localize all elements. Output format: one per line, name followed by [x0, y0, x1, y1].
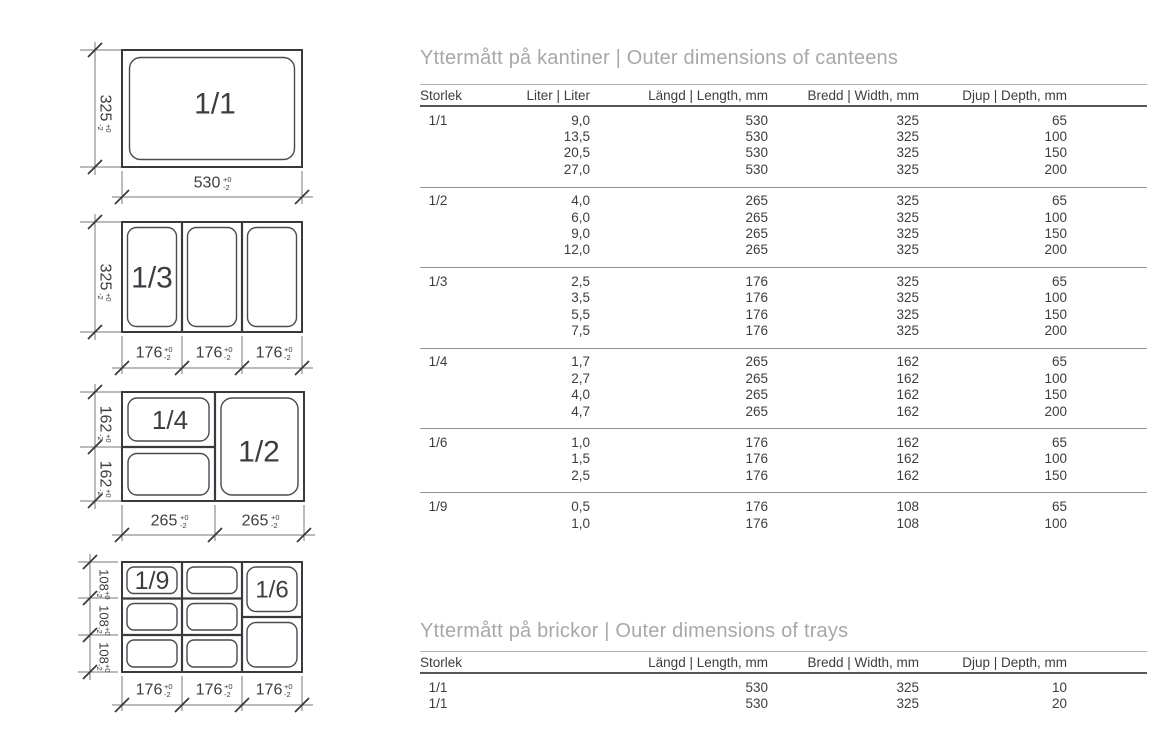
cell-length: 265 — [745, 226, 768, 242]
tolerance-minus: -2 — [164, 689, 171, 699]
cell-liter: 20,5 — [563, 145, 590, 161]
cell-width: 325 — [896, 161, 919, 177]
cell-width: 162 — [896, 451, 919, 467]
cell-length: 176 — [745, 467, 768, 483]
cell-liter: 4,0 — [571, 193, 590, 209]
cell-length: 265 — [745, 242, 768, 258]
dimension-value: 325 — [96, 263, 114, 291]
cell-width: 162 — [896, 434, 919, 450]
tolerance-plus: +0 — [284, 344, 293, 354]
tolerance-minus: -2 — [95, 664, 105, 671]
cell-width: 325 — [896, 306, 919, 322]
dimension-label — [136, 345, 173, 362]
cell-width: 162 — [896, 387, 919, 403]
cell-liter: 3,5 — [571, 290, 590, 306]
dimension-value: 176 — [135, 681, 163, 699]
cell-liter: 0,5 — [571, 499, 590, 515]
cell-depth: 200 — [1044, 322, 1067, 338]
table-row — [420, 112, 1147, 128]
cell-liter: 7,5 — [571, 322, 590, 338]
dimension-value: 108 — [96, 569, 112, 591]
cell-length: 265 — [745, 193, 768, 209]
tolerance-minus: -2 — [224, 689, 231, 699]
cell-depth: 65 — [1051, 354, 1067, 370]
cell-liter: 13,5 — [563, 129, 590, 145]
tolerance-plus: +0 — [284, 681, 293, 691]
cell-length: 265 — [745, 209, 768, 225]
dimension-label — [256, 345, 293, 362]
col-header: Storlek — [420, 654, 463, 670]
dimension-value: 162 — [96, 405, 114, 433]
tolerance-minus: -2 — [180, 520, 187, 530]
table-row — [420, 128, 1147, 144]
tolerance-plus: +0 — [104, 489, 114, 498]
cell-width: 325 — [896, 226, 919, 242]
tolerance-plus: +0 — [164, 681, 173, 691]
cell-width: 325 — [896, 112, 919, 128]
cell-depth: 20 — [1051, 696, 1067, 712]
table-row — [420, 386, 1147, 402]
table-row — [420, 306, 1147, 322]
size-fraction-label: 1/1 — [194, 87, 236, 121]
tolerance-plus: +0 — [223, 174, 232, 184]
size-fraction-label: 1/2 — [238, 435, 280, 469]
tolerance-minus: -2 — [271, 520, 278, 530]
cell-length: 265 — [745, 403, 768, 419]
col-header: Liter | Liter — [526, 87, 590, 103]
tolerance-plus: +0 — [103, 591, 113, 600]
cell-depth: 100 — [1044, 370, 1067, 386]
tolerance-plus: +0 — [224, 681, 233, 691]
col-header: Bredd | Width, mm — [807, 654, 919, 670]
table-row — [420, 145, 1147, 161]
table-row — [420, 193, 1147, 209]
col-header: Djup | Depth, mm — [962, 87, 1067, 103]
cell-liter: 2,5 — [571, 273, 590, 289]
cell-size: 1/1 — [428, 112, 448, 128]
dimension-value: 265 — [150, 512, 178, 530]
table-row — [420, 209, 1147, 225]
col-header: Storlek — [420, 87, 463, 103]
table-row — [420, 290, 1147, 306]
tolerance-plus: +0 — [224, 344, 233, 354]
dimension-value: 176 — [195, 681, 223, 699]
cell-width: 162 — [896, 403, 919, 419]
cell-liter: 1,5 — [571, 451, 590, 467]
cell-depth: 100 — [1044, 515, 1067, 531]
dimension-value: 265 — [241, 512, 269, 530]
size-fraction-label: 1/6 — [255, 576, 289, 604]
dimension-value: 162 — [96, 460, 114, 488]
trays-rows — [420, 674, 1147, 721]
col-header: Bredd | Width, mm — [807, 87, 919, 103]
dimension-value: 325 — [96, 94, 114, 122]
cell-width: 325 — [896, 193, 919, 209]
cell-width: 325 — [896, 242, 919, 258]
cell-width: 325 — [896, 273, 919, 289]
cell-liter: 27,0 — [563, 161, 590, 177]
cell-depth: 150 — [1044, 226, 1067, 242]
dimension-label — [95, 605, 112, 635]
cell-depth: 150 — [1044, 306, 1067, 322]
cell-liter: 9,0 — [571, 226, 590, 242]
cell-length: 176 — [745, 434, 768, 450]
cell-depth: 100 — [1044, 129, 1067, 145]
table-row — [420, 161, 1147, 177]
cell-size: 1/6 — [428, 434, 448, 450]
cell-length: 265 — [745, 370, 768, 386]
dimension-value: 176 — [195, 344, 223, 362]
cell-depth: 150 — [1044, 467, 1067, 483]
tolerance-minus: -2 — [284, 352, 291, 362]
cell-liter: 12,0 — [563, 242, 590, 258]
cell-length: 265 — [745, 387, 768, 403]
cell-depth: 10 — [1051, 679, 1067, 695]
cell-width: 325 — [896, 145, 919, 161]
cell-length: 530 — [745, 112, 768, 128]
cell-size: 1/1 — [428, 679, 448, 695]
dimension-label — [96, 95, 113, 133]
table-header-row — [420, 651, 1147, 674]
table-header-row — [420, 84, 1147, 107]
cell-width: 162 — [896, 370, 919, 386]
cell-depth: 150 — [1044, 145, 1067, 161]
cell-length: 176 — [745, 499, 768, 515]
dimension-value: 108 — [96, 642, 112, 664]
table-row — [420, 679, 1147, 695]
table-row — [420, 467, 1147, 483]
cell-liter: 9,0 — [571, 112, 590, 128]
table-row — [420, 695, 1147, 711]
table-row — [420, 354, 1147, 370]
cell-liter: 1,7 — [571, 354, 590, 370]
dimension-value: 530 — [193, 174, 221, 192]
cell-size: 1/3 — [428, 273, 448, 289]
tolerance-plus: +0 — [104, 293, 114, 302]
cell-size: 1/9 — [428, 499, 448, 515]
tolerance-minus: -2 — [164, 352, 171, 362]
dimension-label — [96, 461, 113, 498]
cell-liter: 1,0 — [571, 434, 590, 450]
tolerance-plus: +0 — [180, 512, 189, 522]
size-group — [420, 188, 1147, 269]
col-header: Längd | Length, mm — [648, 654, 768, 670]
table-row — [420, 370, 1147, 386]
tolerance-minus: -2 — [95, 627, 105, 634]
table-row — [420, 273, 1147, 289]
cell-depth: 150 — [1044, 387, 1067, 403]
size-group — [420, 493, 1147, 540]
size-fraction-label: 1/4 — [151, 405, 189, 435]
size-fraction-label: 1/9 — [134, 567, 170, 595]
cell-length: 176 — [745, 515, 768, 531]
dimension-value: 176 — [135, 344, 163, 362]
tolerance-minus: -2 — [96, 434, 106, 441]
size-group — [420, 349, 1147, 430]
col-header: Längd | Length, mm — [648, 87, 768, 103]
cell-length: 176 — [745, 322, 768, 338]
table-row — [420, 225, 1147, 241]
cell-size: 1/2 — [428, 193, 448, 209]
cell-liter: 1,0 — [571, 515, 590, 531]
dimension-label — [194, 175, 232, 192]
cell-depth: 100 — [1044, 451, 1067, 467]
tolerance-plus: +0 — [104, 124, 114, 133]
cell-depth: 65 — [1051, 499, 1067, 515]
tolerance-minus: -2 — [96, 293, 106, 300]
table-row — [420, 403, 1147, 419]
cell-width: 325 — [896, 209, 919, 225]
dimension-label — [196, 682, 233, 699]
cell-liter: 5,5 — [571, 306, 590, 322]
tolerance-minus: -2 — [96, 489, 106, 496]
cell-width: 325 — [896, 129, 919, 145]
dimension-label — [151, 513, 189, 530]
cell-liter: 4,0 — [571, 387, 590, 403]
cell-width: 325 — [896, 696, 919, 712]
cell-depth: 65 — [1051, 434, 1067, 450]
table-row — [420, 451, 1147, 467]
cell-depth: 200 — [1044, 403, 1067, 419]
dimension-value: 176 — [255, 344, 283, 362]
cell-liter: 4,7 — [571, 403, 590, 419]
cell-size: 1/1 — [428, 696, 448, 712]
tolerance-minus: -2 — [96, 124, 106, 131]
cell-liter: 2,7 — [571, 370, 590, 386]
tolerance-plus: +0 — [103, 627, 113, 636]
cell-width: 108 — [896, 515, 919, 531]
dimension-label — [96, 264, 113, 302]
dimension-label — [256, 682, 293, 699]
size-group — [420, 107, 1147, 188]
cell-length: 176 — [745, 306, 768, 322]
tolerance-plus: +0 — [271, 512, 280, 522]
cell-depth: 65 — [1051, 112, 1067, 128]
cell-depth: 200 — [1044, 242, 1067, 258]
cell-depth: 100 — [1044, 209, 1067, 225]
cell-width: 162 — [896, 354, 919, 370]
cell-length: 530 — [745, 129, 768, 145]
col-header: Djup | Depth, mm — [962, 654, 1067, 670]
dimension-label — [242, 513, 280, 530]
size-fraction-label: 1/3 — [131, 261, 173, 295]
cell-width: 108 — [896, 499, 919, 515]
cell-length: 176 — [745, 451, 768, 467]
tolerance-minus: -2 — [284, 689, 291, 699]
table-row — [420, 242, 1147, 258]
trays-section-title: Yttermått på brickor | Outer dimensions of trays — [420, 620, 849, 642]
tolerance-plus: +0 — [104, 434, 114, 443]
cell-depth: 100 — [1044, 290, 1067, 306]
tolerance-minus: -2 — [223, 182, 230, 192]
table-row — [420, 322, 1147, 338]
cell-width: 325 — [896, 679, 919, 695]
size-group — [420, 429, 1147, 493]
cell-depth: 200 — [1044, 161, 1067, 177]
cell-liter: 6,0 — [571, 209, 590, 225]
table-row — [420, 498, 1147, 514]
cell-length: 530 — [745, 161, 768, 177]
table-row — [420, 515, 1147, 531]
dimension-label — [95, 642, 112, 672]
canteens-table — [420, 84, 1147, 540]
canteens-section-title: Yttermått på kantiner | Outer dimensions of canteens — [420, 47, 899, 69]
cell-length: 530 — [745, 679, 768, 695]
tolerance-minus: -2 — [95, 591, 105, 598]
cell-length: 265 — [745, 354, 768, 370]
cell-length: 530 — [745, 696, 768, 712]
dimension-label — [136, 682, 173, 699]
cell-width: 325 — [896, 290, 919, 306]
cell-width: 162 — [896, 467, 919, 483]
tolerance-plus: +0 — [103, 664, 113, 673]
size-group — [420, 268, 1147, 349]
cell-length: 176 — [745, 290, 768, 306]
dimension-value: 176 — [255, 681, 283, 699]
cell-length: 176 — [745, 273, 768, 289]
dimension-label — [95, 569, 112, 599]
canteen-diagrams — [0, 0, 380, 754]
dimension-value: 108 — [96, 605, 112, 627]
cell-depth: 65 — [1051, 193, 1067, 209]
cell-length: 530 — [745, 145, 768, 161]
tolerance-minus: -2 — [224, 352, 231, 362]
cell-size: 1/4 — [428, 354, 448, 370]
cell-depth: 65 — [1051, 273, 1067, 289]
dimension-label — [96, 406, 113, 443]
cell-width: 325 — [896, 322, 919, 338]
trays-table — [420, 651, 1147, 721]
table-row — [420, 434, 1147, 450]
tolerance-plus: +0 — [164, 344, 173, 354]
dimension-label — [196, 345, 233, 362]
cell-liter: 2,5 — [571, 467, 590, 483]
